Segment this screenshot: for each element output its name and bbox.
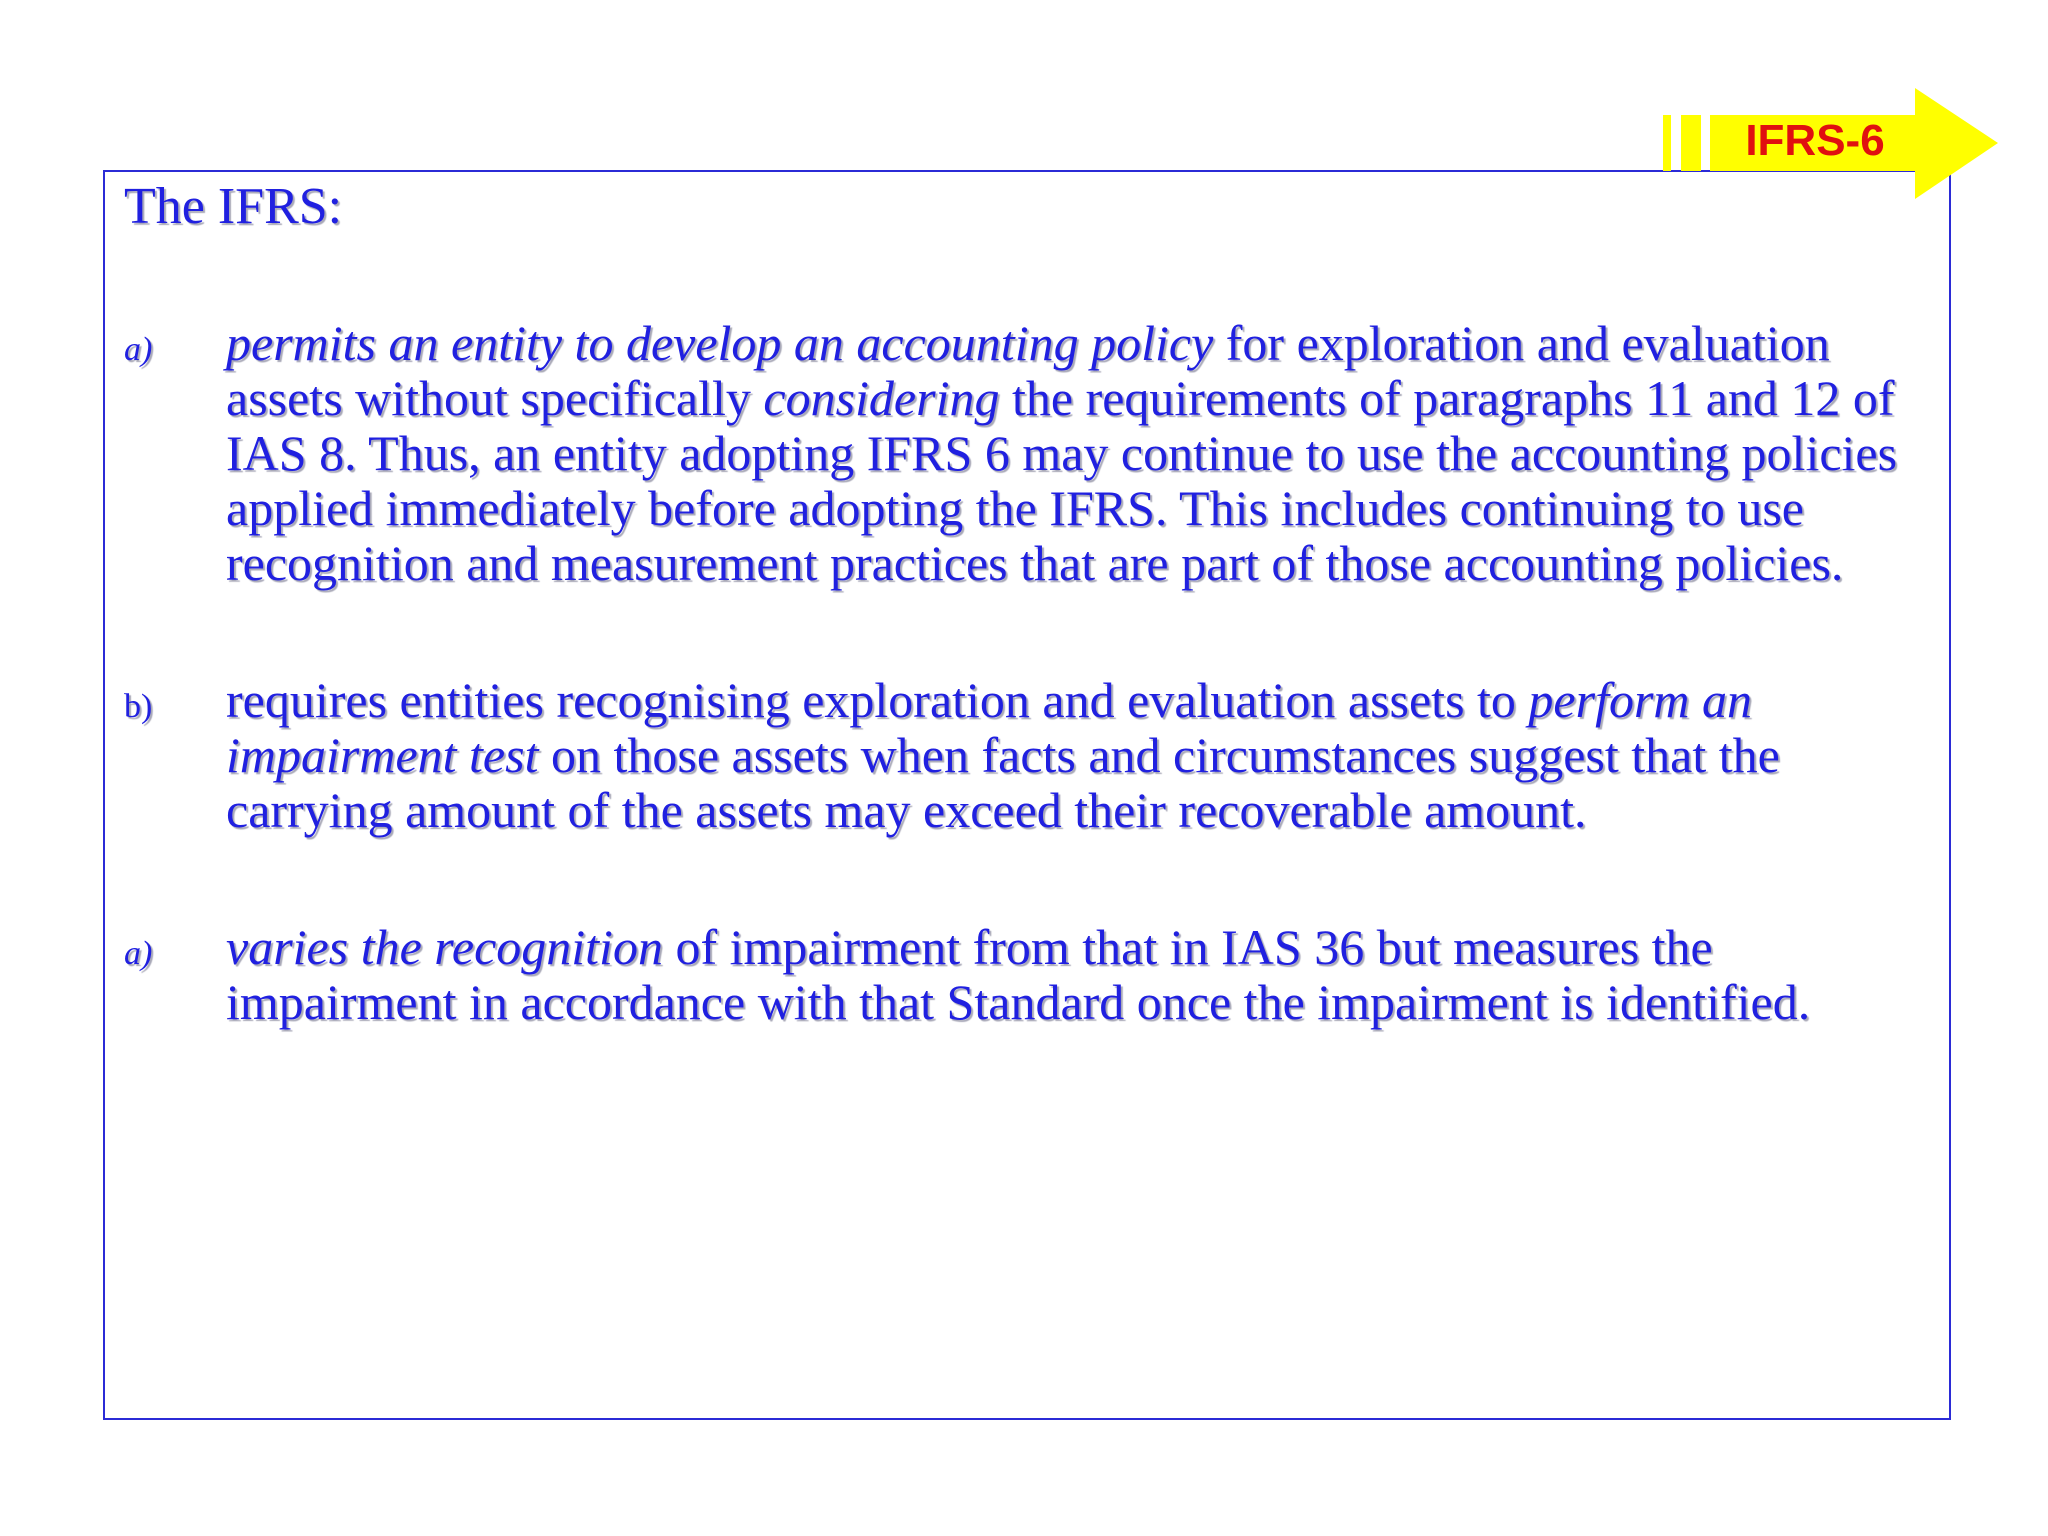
list-marker: a)	[124, 935, 153, 972]
list-item-3	[124, 920, 1934, 1030]
text-segment: requires entities recognising exploration and evaluation assets to	[226, 672, 1529, 728]
text-segment: perform an impairment test	[226, 672, 1753, 783]
list-marker: b)	[124, 688, 153, 725]
slide-content	[124, 178, 1934, 1112]
text-segment: on those assets when facts and circumstances suggest that the carrying amount of the assets may exceed their recoverable amount.	[226, 727, 1780, 838]
text-segment: for exploration and evaluation assets without specifically	[226, 315, 1830, 426]
text-segment: the requirements of paragraphs 11 and 12 of IAS 8. Thus, an entity adopting IFRS 6 may continue to use the accounting policies applied immediately before adopting the IFRS. This includes continuing to use recognition and measurement practices that are part of those accounting policies.	[226, 370, 1898, 591]
slide-heading: The IFRS:	[124, 178, 343, 235]
text-segment: of impairment from that in IAS 36 but measures the impairment in accordance with that Standard once the impairment is identified.	[226, 919, 1811, 1030]
text-segment: permits an entity to develop an accounting policy	[226, 315, 1214, 371]
list-item-1	[124, 316, 1934, 591]
list-marker: a)	[124, 331, 153, 368]
text-segment: considering	[763, 370, 1000, 426]
badge-label: IFRS-6	[1745, 116, 1885, 165]
text-segment: varies the recognition	[226, 919, 663, 975]
list-item-2	[124, 673, 1934, 838]
